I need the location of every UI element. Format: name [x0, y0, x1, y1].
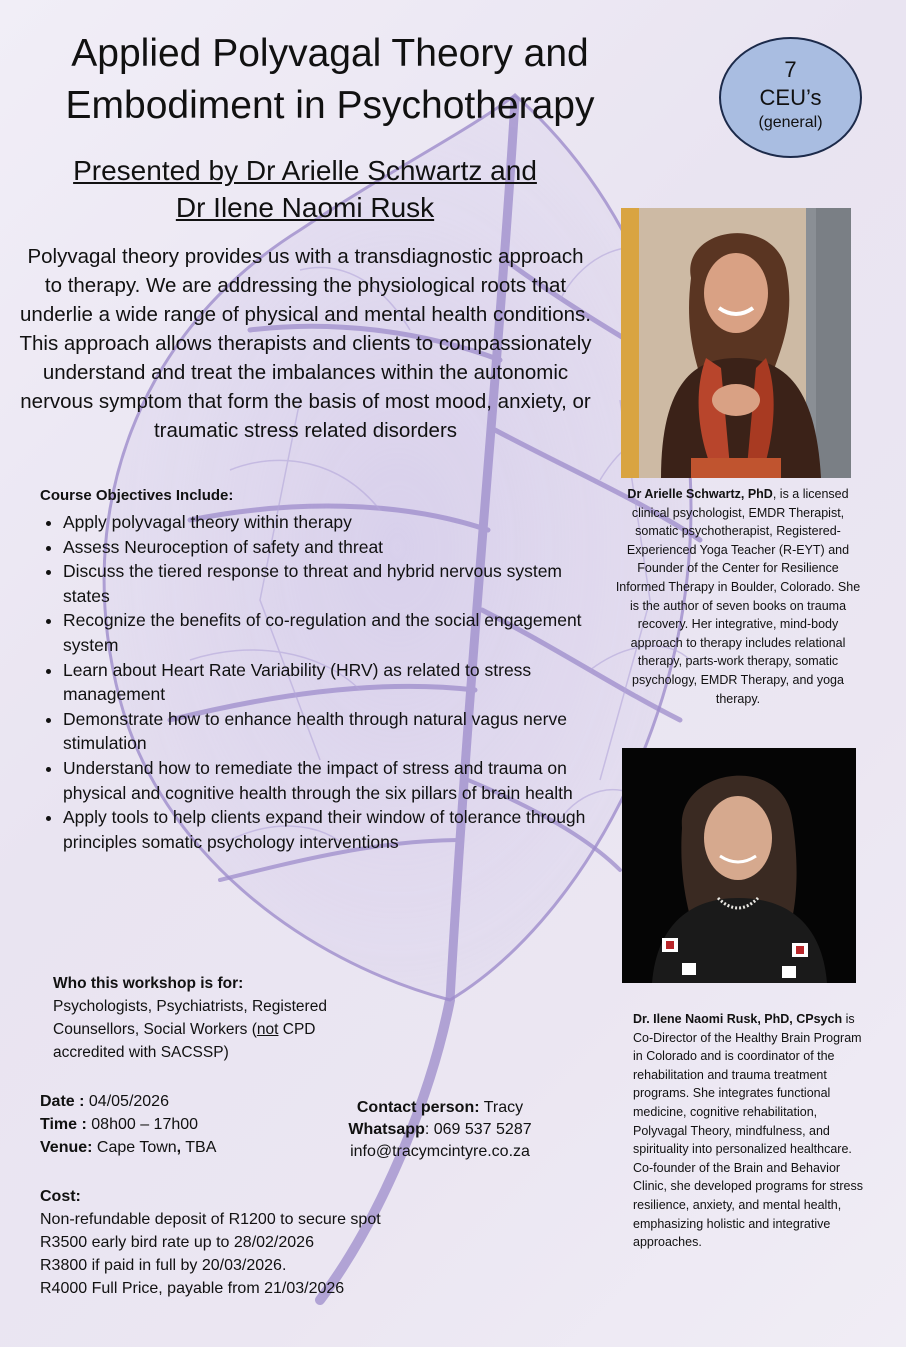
event-date [40, 1090, 340, 1113]
presenter-2-bio-text: is Co-Director of the Healthy Brain Program in Colorado and is coordinator of the rehabilitation and trauma treatment programs. She integrates functional medicine, cognitive rehabilitation, Polyvagal Theory, mindfulness, and spirituality into personalized healthcare. Co-founder of the Brain and Behavior Clinic, she developed programs for stress resilience, anxiety, and mental health, emphasizing holistic and integrative approaches. [633, 1012, 863, 1250]
audience-heading: Who this workshop is for: [53, 975, 244, 992]
contact-person [330, 1097, 550, 1119]
list-item: • Apply tools to help clients expand their window of tolerance through principles somatic psychology interventions [63, 805, 600, 854]
presented-line-2: Dr Ilene Naomi Rusk [175, 192, 435, 223]
event-details [40, 1090, 340, 1159]
cost-heading: Cost: [40, 1188, 81, 1205]
title-line-2: Embodiment in Psychotherapy [65, 84, 595, 127]
contact-whatsapp [330, 1119, 550, 1141]
course-objectives [40, 486, 600, 854]
page-title [20, 28, 640, 132]
contact-person-value: Tracy [479, 1099, 524, 1116]
time-value: 08h00 – 17h00 [86, 1116, 199, 1133]
venue-value: Cape Town [92, 1139, 177, 1156]
event-venue [40, 1136, 340, 1159]
cost-line: Non-refundable deposit of R1200 to secure spot [40, 1211, 381, 1228]
presenter-1-photo [621, 208, 851, 478]
contact-section [330, 1097, 550, 1163]
intro-paragraph: Polyvagal theory provides us with a transdiagnostic approach to therapy. We are addressing the physiological roots that underlie a wide range of physical and mental health conditions. This approach allows therapists and clients to compassionately understand and treat the imbalances within the autonomic nervous symptom that form the basis of most mood, anxiety, or traumatic stress related disorders [19, 245, 592, 442]
list-item: • Assess Neuroception of safety and threat [63, 535, 600, 560]
audience-not-word: not [256, 1021, 279, 1038]
objectives-heading: Course Objectives Include: [40, 487, 234, 504]
presenter-2-name: Dr. Ilene Naomi Rusk, PhD, CPsych [633, 1012, 843, 1026]
list-item: • Learn about Heart Rate Variability (HRV) as related to stress management [63, 658, 600, 707]
presenter-1-bio [612, 485, 864, 708]
audience-section [53, 972, 373, 1064]
contact-person-label: Contact person: [356, 1099, 480, 1116]
venue-tail: TBA [181, 1139, 217, 1156]
event-time [40, 1113, 340, 1136]
audience-text [53, 995, 373, 1064]
list-item: • Apply polyvagal theory within therapy [63, 510, 600, 535]
cost-line: R3800 if paid in full by 20/03/2026. [40, 1257, 287, 1274]
list-item: • Recognize the benefits of co-regulation and the social engagement system [63, 608, 600, 657]
time-label: Time : [40, 1116, 87, 1133]
audience-text-end: CPD accredited with SACSSP) [53, 1021, 316, 1061]
date-value: 04/05/2026 [84, 1093, 169, 1110]
presenter-2-photo [622, 748, 856, 983]
whatsapp-label: Whatsapp [348, 1121, 425, 1138]
cost-line: R3500 early bird rate up to 28/02/2026 [40, 1234, 314, 1251]
presenter-2-bio [633, 1010, 873, 1252]
list-item: • Understand how to remediate the impact of stress and trauma on physical and cognitive health through the six pillars of brain health [63, 756, 600, 805]
presenter-1-name: Dr Arielle Schwartz, PhD [627, 487, 773, 501]
ceu-label: CEU’s [759, 85, 822, 110]
list-item: • Demonstrate how to enhance health through natural vagus nerve stimulation [63, 707, 600, 756]
ceu-type: (general) [758, 114, 823, 131]
date-label: Date : [40, 1093, 85, 1110]
cost-line: R4000 Full Price, payable from 21/03/2026 [40, 1280, 345, 1297]
contact-email[interactable]: info@tracymcintyre.co.za [350, 1143, 530, 1160]
presenter-1-bio-text: , is a licensed clinical psychologist, EMDR Therapist, somatic psychotherapist, Registered-Experienced Yoga Teacher (R-EYT) and Founder of the Center for Resilience Informed Therapy in Boulder, Colorado. She is the author of seven books on trauma recovery. Her integrative, mind-body approach to therapy includes relational therapy, parts-work therapy, somatic psychology, EMDR Therapy, and yoga therapy. [615, 487, 861, 706]
cost-section [40, 1185, 460, 1300]
title-line-1: Applied Polyvagal Theory and [71, 32, 589, 75]
venue-label: Venue: [40, 1139, 93, 1156]
list-item: • Discuss the tiered response to threat and hybrid nervous system states [63, 559, 600, 608]
objectives-list [40, 510, 600, 854]
ceu-badge [719, 37, 862, 158]
audience-text-start: Psychologists, Psychiatrists, Registered Counsellors, Social Workers ( [53, 998, 327, 1038]
ceu-number: 7 [784, 57, 797, 82]
venue-separator: , [176, 1139, 182, 1156]
whatsapp-value: : 069 537 5287 [424, 1121, 532, 1138]
presenters-heading [25, 152, 585, 226]
presented-line-1: Presented by Dr Arielle Schwartz and [73, 155, 537, 186]
